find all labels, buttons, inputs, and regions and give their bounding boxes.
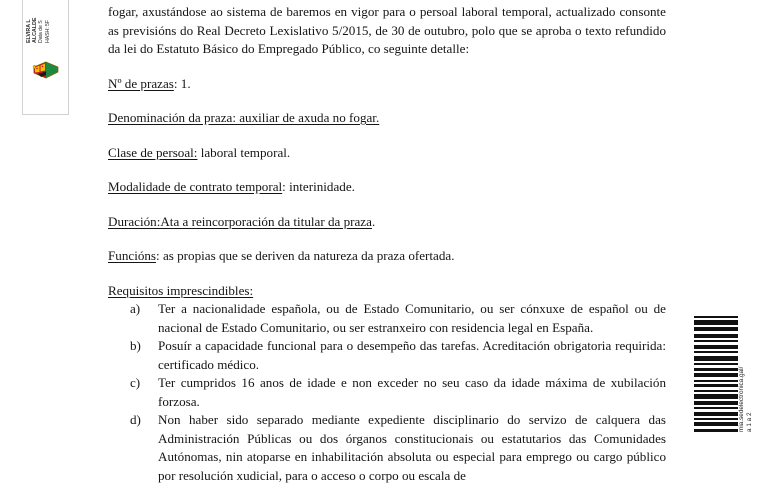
field-label: Modalidade de contrato temporal <box>108 179 283 194</box>
document-body <box>108 0 666 485</box>
field-value: as propias que se deriven da natureza da praza ofertada. <box>162 248 455 263</box>
requirements-list <box>108 300 666 485</box>
field-label: Nº de prazas <box>108 75 174 91</box>
list-item-marker: b) <box>130 338 141 353</box>
intro-paragraph: fogar, axustándose ao sistema de baremos en vigor para o persoal laboral temporal, actualizado consonte as previsións do Real Decreto Lexislativo 5/2015, de 30 de outubro, polo que se aproba o texto refundido da lei do Estatuto Básico do Empregado Público, co seguinte detalle: <box>108 4 666 56</box>
list-item-marker: d) <box>130 412 141 427</box>
coat-of-arms-icon <box>31 59 61 80</box>
list-item <box>108 374 666 411</box>
requirements-heading-text: Requisitos imprescindibles: <box>108 282 254 298</box>
field-separator: : <box>173 75 181 91</box>
list-item-marker: a) <box>130 301 141 316</box>
field-clase-de-persoal <box>108 144 666 163</box>
field-value: 1. <box>180 75 191 91</box>
stamp-signer-role: ALCALDE <box>32 17 39 43</box>
field-value: . <box>371 213 376 229</box>
list-item-text: Ter a nacionalidade española, ou de Estado Comunitario, ou ser cónxuxe de español ou de nacional de Estado Comunitario, ou ser estranxeiro con residencia legal en España. <box>158 301 666 335</box>
barcode-image <box>694 316 738 432</box>
field-duracion <box>108 213 666 232</box>
list-item-text: Non haber sido separado mediante expediente disciplinario do servizo de calquera das Administración Públicas ou dos órganos constitucionais ou estatutarios das Comunidades Autónomas, nin atoparse en inhabilitación absoluta ou especial para emprego ou cargo público por resolución xudicial, para o acceso o corpo ou escala de <box>158 412 666 483</box>
list-item <box>108 337 666 374</box>
stamp-text-block <box>23 0 68 45</box>
field-modalidade-de-contrato-temporal <box>108 178 666 197</box>
list-item <box>108 411 666 485</box>
barcode-page-text: a 1 a 2 <box>745 412 753 432</box>
field-separator: : <box>282 179 290 194</box>
field-denominacion-da-praza <box>108 109 666 128</box>
field-numero-de-prazas <box>108 75 666 94</box>
field-value: interinidade. <box>289 179 355 194</box>
stamp-date-label: Data de S <box>38 20 45 43</box>
field-label: Funcións <box>108 248 157 263</box>
field-label: Clase de persoal: <box>108 144 198 160</box>
field-funcions <box>108 247 666 266</box>
field-label: Duración:Ata a reincorporación da titular da praza <box>108 213 372 229</box>
stamp-signer-name: ELVIRA L <box>26 19 32 43</box>
list-item-text: Posuír a capacidade funcional para o desempeño das tarefas. Acreditación obrigatoria requirida: certificado médico. <box>158 338 666 372</box>
list-item-text: Ter cumpridos 16 anos de idade e non exceder no seu caso da idade máxima de xubilación forzosa. <box>158 375 666 409</box>
list-item <box>108 300 666 337</box>
field-value: laboral temporal. <box>200 144 291 160</box>
field-label: Denominación da praza: auxiliar de axuda no fogar. <box>108 110 380 125</box>
list-item-marker: c) <box>130 375 141 390</box>
requirements-heading <box>108 282 666 301</box>
field-separator: : <box>156 248 163 263</box>
verification-barcode-block <box>694 316 768 432</box>
digital-signature-stamp <box>22 0 69 115</box>
stamp-hash-label: HASH: 5F <box>44 20 51 43</box>
barcode-url-text: mia.sedelectronica.gal/ <box>738 366 745 432</box>
barcode-bar <box>694 429 738 431</box>
barcode-caption <box>738 200 760 432</box>
